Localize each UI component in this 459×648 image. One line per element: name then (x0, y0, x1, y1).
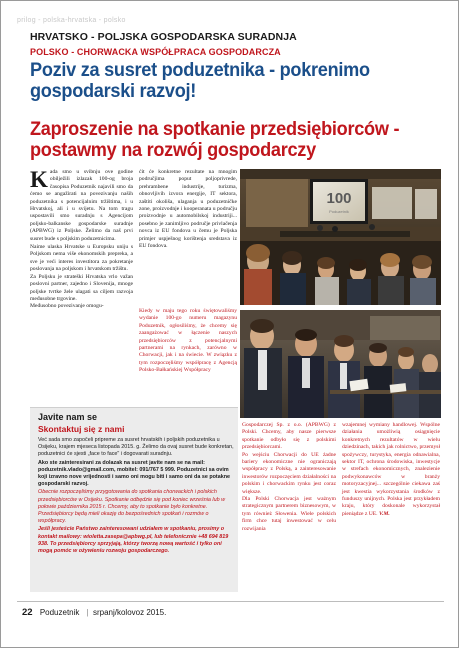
sidebar-paragraph-polish-1: Obecnie rozpoczęliśmy przygotowania do spotkania chorwackich i polskich przedsiębiorców w Osijeku. Spotkanie odbędzie się pod koniec września lub w połowie października 2015 r. Chcemy, aby to spotkanie było konkretne. Przedsiębiorcy będą mieli okazję do bezpośrednich spotkań i rozmów o współpracy. (38, 489, 225, 525)
screen-number: 100 (326, 190, 352, 207)
conference-presentation-image (240, 169, 441, 305)
sidebar-paragraph-2: Ako ste zainteresirani za dolazak na susret javite nam se na mail: poduzetnik.vlado@gmail.com, mobitel: 091/767 5 999. Poduzetnici sa ovim koji izravno nove vrijednosti i samo oni mogu biti i samo oni da se potakne gospodarski razvoj. (38, 459, 231, 488)
col1-paragraph-4: Međusobno povezivanje omogu- (30, 303, 104, 310)
photo-audience (240, 310, 441, 418)
col4-paragraph-1: wzajemnej wymiany handlowej. Wspólne działania umożliwią osiągnięcie konkretnych rezultatów w wielu dziedzinach, takich jak rolnictwo, przemysł spożywczy, turystyka, energia odnawialna, sektor IT, ochrona środowiska, inwestycje w strefach ekonomicznych, znalezienie podwykonawców w branży motoryzacyjnej... szczególnie ciekawa zaś jest kwestia wykorzystania środków z funduszy unijnych. Polska jest przykładem kraju, który doskonale wykorzystał pieniądze z UE. (342, 422, 440, 517)
article-column-2-polish (139, 308, 237, 375)
page-number: 22 (22, 607, 33, 618)
screen-caption: Poduzetnik (329, 209, 349, 214)
contact-sidebar (30, 407, 238, 592)
sidebar-title-croatian: Javite nam se (38, 412, 98, 422)
issue-date: srpanj/kolovoz 2015. (92, 608, 167, 617)
sidebar-body (38, 437, 234, 556)
col1-paragraph-2: Naime ulaska Hrvatske u Europsku uniju s Poljskom nema više ekonomskih prepreka, a sve je veći interes investitora za pokretanje poslovanja na poljskom i hrvatskom tržištu. (30, 244, 133, 273)
sidebar-paragraph-1: Već sada smo započeli pripreme za susret hrvatskih i poljskih poduzetnika u Osijeku, krajem mjeseca listopada 2015. g. Želimo da ovaj susret bude konkretan, poduzetnici će sjesti „face to face" i dogovarati suradnju. (38, 437, 234, 458)
col2-paragraph-polish: Kiedy w maju tego roku świętowaliśmy wydanie 100-go numeru magazynu Poduzetnik, ogłosiliśmy, że chcemy się zaangażować w łączenie naszych przedsiębiorców z potencjalnymi partnerami na rynkach, zarówno w Chorwacji, jak i na świecie. W związku z tym rozpoczęliśmy współpracę z Agencją Polsko-Bałkańskiej Współpracy (139, 308, 237, 374)
dropcap: K (30, 167, 48, 192)
kicker-polish: POLSKO - CHORWACKA WSPÓŁPRACA GOSPODARCZA (30, 47, 281, 57)
article-column-3 (242, 422, 336, 533)
page-footer (22, 607, 166, 618)
section-tag: prilog - polska-hrvatska - polsko (17, 17, 126, 24)
col1-paragraph-3: Za Poljsku je strateški Hrvatska vrlo važan poslovni partner, zajedno i Slovenija, mnoge poljske tvrtke žele ulagati sa ciljem razvoja međusobne trgovine. (30, 273, 133, 302)
article-column-2 (139, 169, 237, 250)
sidebar-title-polish: Skontaktuj się z nami (38, 424, 125, 434)
audience-image (240, 310, 441, 418)
kicker-croatian: HRVATSKO - POLJSKA GOSPODARSKA SURADNJA (30, 31, 297, 43)
col3-paragraph-1: Gospodarczej Sp. z o.o. (APBWG) z Polski. Chcemy, aby nasze pierwsze spotkanie odbyło się z polskimi przedsiębiorcami. (242, 422, 336, 451)
author-initials: V.M. (378, 510, 390, 517)
photo-conference-presentation (240, 169, 441, 305)
col3-paragraph-2: Po wejściu Chorwacji do UE żadne bariery ekonomiczne nie ograniczają współpracy z Polską, a zainteresowanie inwestorów rozpoczęciem działalności na polskim i chorwackim rynku jest coraz większe. (242, 451, 336, 495)
magazine-name: Poduzetnik (39, 608, 80, 617)
col3-paragraph-3: Dla Polski Chorwacja jest ważnym strategicznym partnerem biznesowym, w tym również Słowenia. Wiele polskich firm chce tutaj inwestować w celu rozwijania (242, 496, 336, 532)
col1-paragraph-1: ada smo u svibnju ove godine obilježili izlazak 100-og broja časopisa Poduzetnik najavili smo da ćemo se angažirati na povezivanju naših poduzetnika s potencijalnim tržištima, i u Hrvatskoj, ali i u svijetu. Na tom tragu uspostavili smo suradnju s Agencijom poljsko-balkanske gospodarske suradnje (APBWG) iz Poljske. Želimo da naš prvi susret bude s poljskim poduzetnicima. (30, 169, 133, 242)
sidebar-paragraph-polish-2: Jeśli jesteście Państwo zainteresowani udziałem w spotkaniu, prosimy o kontakt mailowy: wioletta.zasepa@apbwg.pl, lub telefonicznie +48 694 819 938. To przedsiębiorcy sprzyjają, którzy tworzą nową wartość i tylko oni mogą pomóc w ożywieniu rozwoju gospodarczego. (38, 526, 229, 555)
article-column-4 (342, 422, 440, 518)
headline-croatian: Poziv za susret poduzetnika - pokrenimo gospodarski razvoj! (30, 59, 370, 102)
footer-rule (17, 601, 444, 602)
article-column-1 (30, 169, 133, 311)
headline-polish: Zaproszenie na spotkanie przedsiębiorców - postawmy na rozwój gospodarczy (30, 118, 400, 161)
col2-paragraph-1: ćit će konkretne rezultate na mnogim područjima poput poljoprivrede, prehrambene industrije, turizma, obnovljivih izvora energije, IT sektora, zaštiti okoliša, ulaganja u poduzetničke zone, proizvodnje i kooperanata u području proizvodnje u automobilskoj industriji... posebno je zanimljivo područje privlačenja novca iz EU fondova u čemu je Poljska primjer uspješnog korištenja sredstava iz EU fondova. (139, 169, 237, 250)
footer-separator: | (86, 608, 89, 617)
